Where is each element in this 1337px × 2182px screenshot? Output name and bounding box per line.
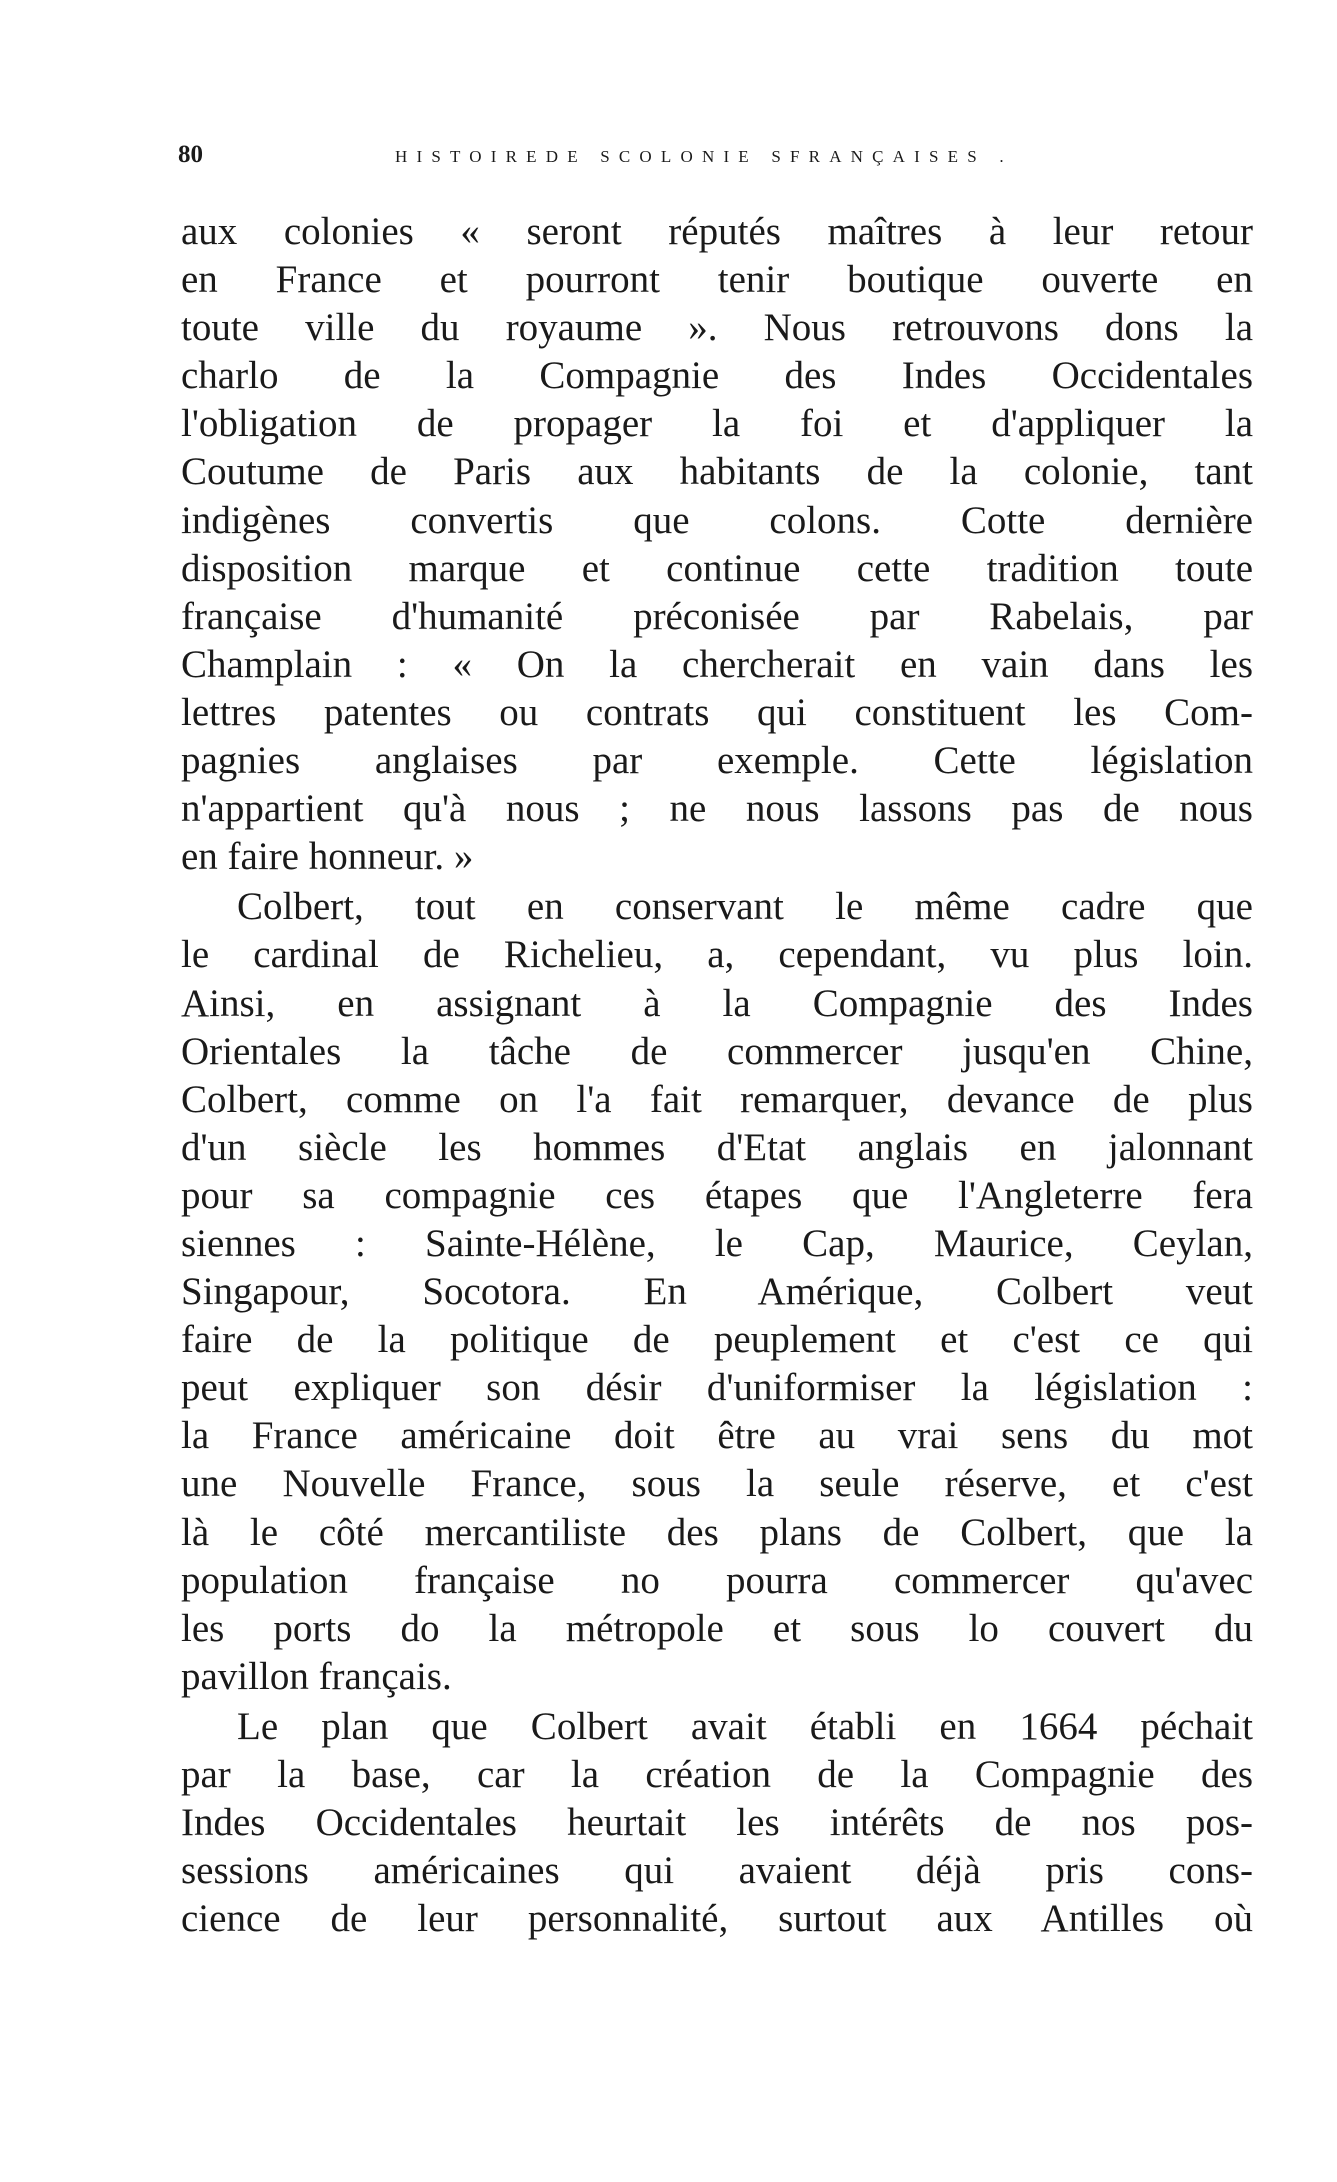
text-line: d'un siècle les hommes d'Etat anglais en jalonnant — [181, 1125, 1253, 1169]
running-title: HISTOIREDE SCOLONIE SFRANÇAISES . — [395, 147, 1013, 166]
text-line: indigènes convertis que colons. Cotte dernière — [181, 498, 1253, 542]
text-line: française d'humanité préconisée par Rabelais, par — [181, 594, 1253, 638]
text-line: en France et pourront tenir boutique ouverte en — [181, 258, 1253, 302]
text-line: les ports do la métropole et sous lo couvert du — [181, 1606, 1253, 1650]
text-line: Indes Occidentales heurtait les intérêts de nos pos- — [181, 1801, 1253, 1845]
text-line: population française no pourra commercer qu'avec — [181, 1558, 1253, 1602]
text-line: là le côté mercantiliste des plans de Colbert, que la — [181, 1510, 1253, 1554]
text-line: aux colonies « seront réputés maîtres à leur retour — [181, 210, 1253, 253]
text-line: en faire honneur. » — [181, 835, 474, 879]
text-line: pagnies anglaises par exemple. Cette législation — [181, 739, 1253, 783]
text-line: Colbert, tout en conservant le même cadre que — [237, 885, 1253, 929]
text-line: par la base, car la création de la Compagnie des — [181, 1753, 1253, 1796]
text-line: pavillon français. — [181, 1654, 452, 1698]
body-text — [181, 208, 1253, 1943]
text-line: charlo de la Compagnie des Indes Occidentales — [181, 354, 1253, 398]
text-line: pour sa compagnie ces étapes que l'Angleterre fera — [181, 1173, 1253, 1217]
text-line: Ainsi, en assignant à la Compagnie des Indes — [181, 981, 1253, 1025]
text-line: cience de leur personnalité, surtout aux Antilles où — [181, 1897, 1253, 1941]
text-line: le cardinal de Richelieu, a, cependant, vu plus loin. — [181, 933, 1253, 977]
text-line: la France américaine doit être au vrai sens du mot — [181, 1414, 1253, 1458]
text-line: toute ville du royaume ». Nous retrouvons dons la — [181, 306, 1253, 350]
text-line: une Nouvelle France, sous la seule réserve, et c'est — [181, 1462, 1253, 1506]
running-header — [178, 141, 1248, 175]
text-line: n'appartient qu'à nous ; ne nous lassons pas de nous — [181, 787, 1253, 831]
text-line: peut expliquer son désir d'uniformiser la législation : — [181, 1366, 1253, 1410]
text-line: Le plan que Colbert avait établi en 1664 péchait — [237, 1704, 1253, 1748]
text-line: Colbert, comme on l'a fait remarquer, devance de plus — [181, 1077, 1253, 1121]
text-line: disposition marque et continue cette tradition toute — [181, 546, 1253, 590]
text-line: lettres patentes ou contrats qui constituent les Com- — [181, 690, 1253, 734]
page-number: 80 — [178, 141, 203, 168]
text-line: Orientales la tâche de commercer jusqu'en Chine, — [181, 1029, 1253, 1073]
text-line: faire de la politique de peuplement et c'est ce qui — [181, 1318, 1253, 1362]
text-line: siennes : Sainte-Hélène, le Cap, Maurice, Ceylan, — [181, 1221, 1253, 1265]
text-line: Singapour, Socotora. En Amérique, Colbert veut — [181, 1270, 1253, 1314]
text-line: Champlain : « On la chercherait en vain dans les — [181, 642, 1253, 686]
text-line: l'obligation de propager la foi et d'appliquer la — [181, 402, 1253, 446]
text-line: Coutume de Paris aux habitants de la colonie, tant — [181, 450, 1253, 494]
text-line: sessions américaines qui avaient déjà pris cons- — [181, 1849, 1253, 1893]
